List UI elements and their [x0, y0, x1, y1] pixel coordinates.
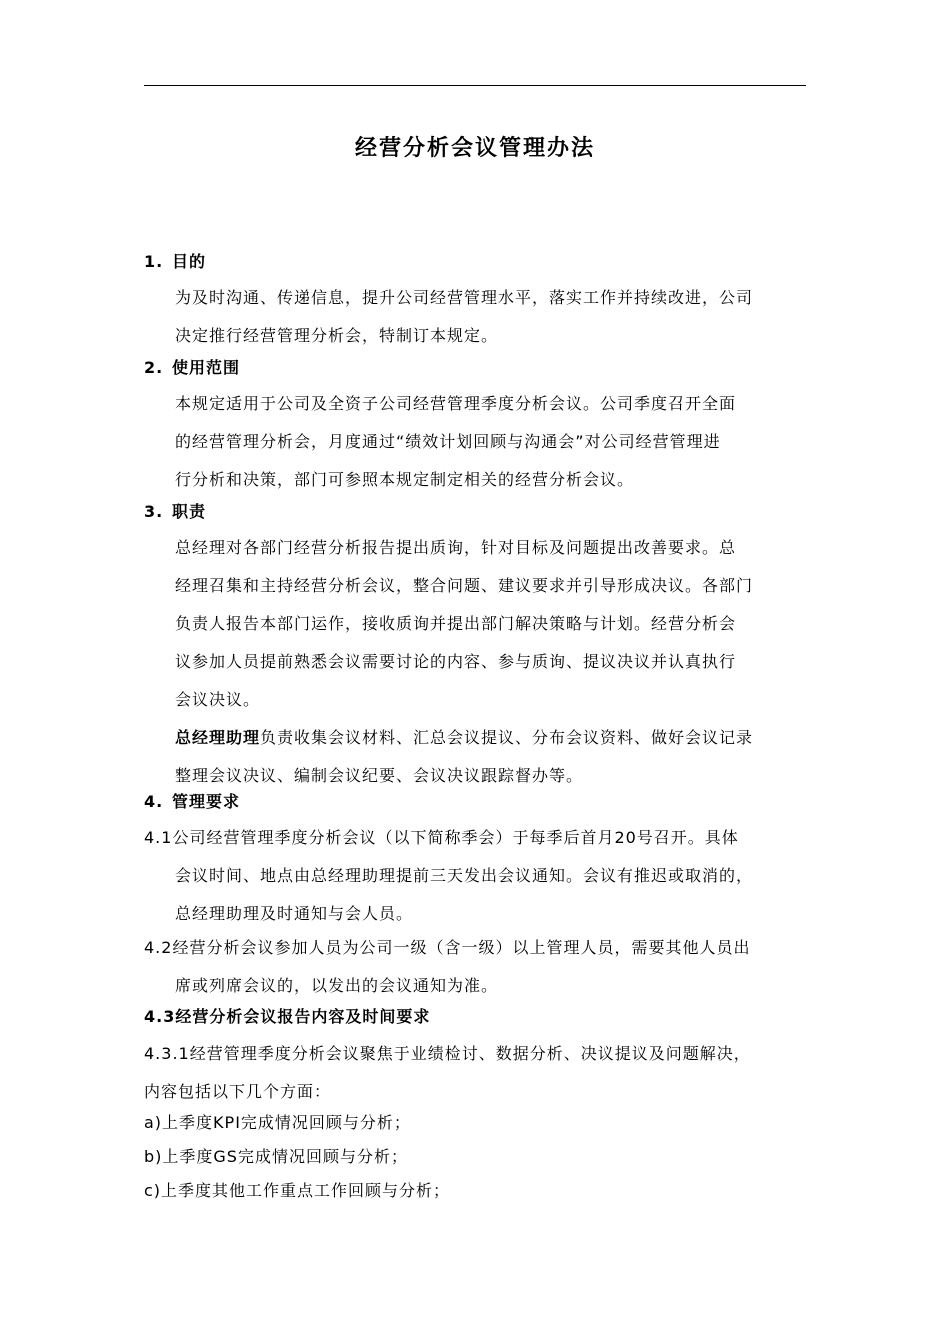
section-heading: [144, 495, 806, 529]
body-line: 内容包括以下几个方面：: [144, 1082, 332, 1101]
body-line: 负责人报告本部门运作，接收质询并提出部门解决策略与计划。经营分析会: [175, 614, 737, 633]
section-body: [144, 529, 806, 795]
section-title: 管理要求: [172, 792, 241, 811]
body-line: 4.3.1经营管理季度分析会议聚焦于业绩检讨、数据分析、决议提议及问题解决，: [144, 1044, 751, 1063]
assistant-duty-text: 负责收集会议材料、汇总会议提议、分布会议资料、做好会议记录: [260, 728, 754, 747]
document-title: 经营分析会议管理办法: [354, 136, 595, 161]
section-title: 职责: [172, 502, 207, 521]
assistant-duty-line: [175, 719, 806, 757]
body-line: 4.2经营分析会议参加人员为公司一级（含一级）以上管理人员，需要其他人员出: [144, 938, 751, 957]
section-body: [144, 385, 806, 499]
section-number: 1.: [144, 252, 164, 271]
body-line: 的经营管理分析会，月度通过“绩效计划回顾与沟通会”对公司经营管理进: [175, 432, 721, 451]
body-line: 总经理助理及时通知与会人员。: [175, 904, 414, 923]
body-line: 为及时沟通、传递信息，提升公司经营管理水平，落实工作并持续改进，公司: [175, 288, 754, 307]
section-heading: [144, 351, 806, 385]
item-4-2: [144, 929, 806, 1005]
section-purpose: [144, 245, 806, 355]
section-title: 使用范围: [172, 358, 241, 377]
body-line: 决定推行经营管理分析会，特制订本规定。: [175, 326, 499, 345]
body-line: 行分析和决策，部门可参照本规定制定相关的经营分析会议。: [175, 470, 635, 489]
subsection-heading: 4.3经营分析会议报告内容及时间要求: [144, 1007, 431, 1026]
body-line: 总经理对各部门经营分析报告提出质询，针对目标及问题提出改善要求。总: [175, 538, 737, 557]
section-body: [144, 279, 806, 355]
section-number: 3.: [144, 502, 164, 521]
section-number: 2.: [144, 358, 164, 377]
assistant-role-label: 总经理助理: [175, 728, 261, 747]
list-item: a)上季度KPI完成情况回顾与分析；: [144, 1113, 411, 1132]
header-rule: [144, 85, 806, 86]
list-item: b)上季度GS完成情况回顾与分析；: [144, 1147, 408, 1166]
section-title: 目的: [172, 252, 207, 271]
section-heading: [144, 785, 806, 819]
body-line: 4.1公司经营管理季度分析会议（以下简称季会）于每季后首月20号召开。具体: [144, 828, 739, 847]
item-4-3-heading: [144, 1000, 806, 1034]
body-line: 会议决议。: [175, 690, 261, 709]
section-heading: [144, 245, 806, 279]
body-line: 席或列席会议的，以发出的会议通知为准。: [175, 976, 499, 995]
list-item: c)上季度其他工作重点工作回顾与分析；: [144, 1181, 451, 1200]
section-duties: [144, 495, 806, 795]
body-line: 议参加人员提前熟悉会议需要讨论的内容、参与质询、提议决议并认真执行: [175, 652, 737, 671]
item-4-3-1: [144, 1035, 806, 1111]
item-4-1: [144, 819, 806, 933]
section-number: 4.: [144, 792, 164, 811]
body-line: 会议时间、地点由总经理助理提前三天发出会议通知。会议有推迟或取消的，: [175, 866, 754, 885]
section-requirements: [144, 785, 806, 819]
section-scope: [144, 351, 806, 499]
body-line: 本规定适用于公司及全资子公司经营管理季度分析会议。公司季度召开全面: [175, 394, 737, 413]
body-line: 经理召集和主持经营分析会议，整合问题、建议要求并引导形成决议。各部门: [175, 576, 754, 595]
body-line: 整理会议决议、编制会议纪要、会议决议跟踪督办等。: [175, 766, 584, 785]
content-list: [144, 1106, 806, 1208]
